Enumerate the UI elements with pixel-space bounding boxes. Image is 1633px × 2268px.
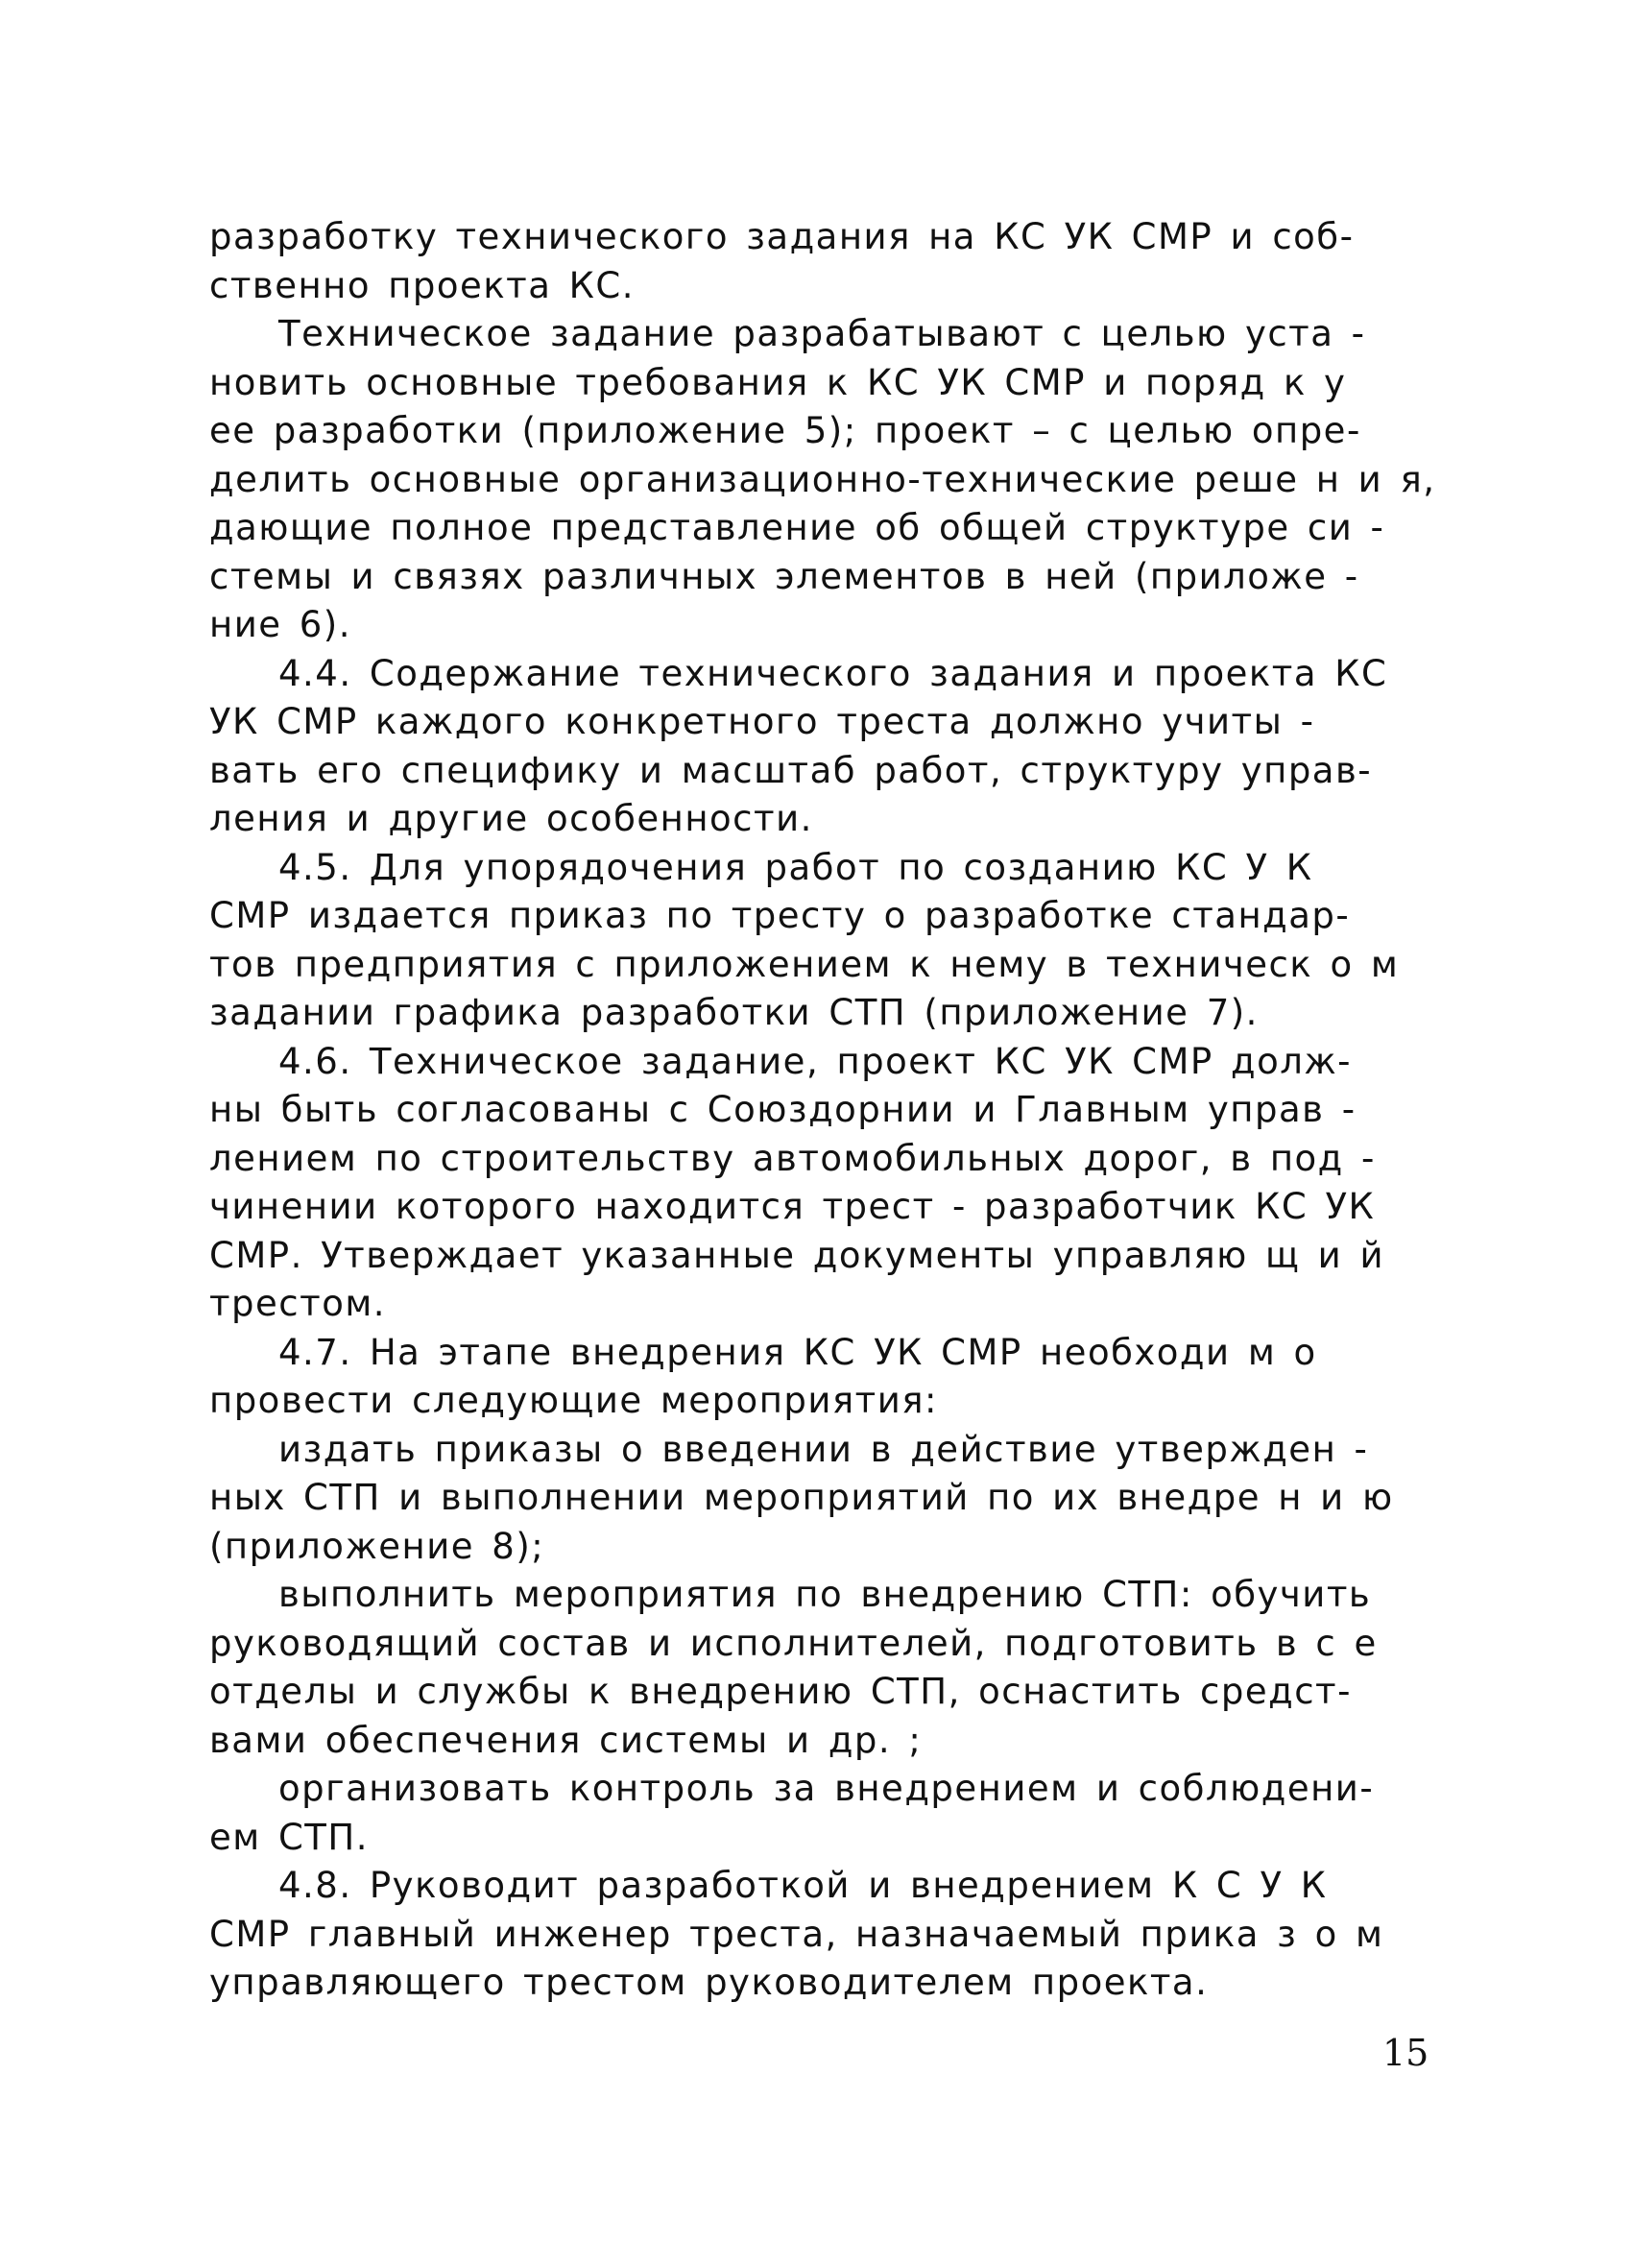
text-line: ственно проекта КС. bbox=[209, 264, 636, 306]
text-line: провести следующие мероприятия: bbox=[209, 1380, 938, 1421]
text-line: организовать контроль за внедрением и соблюдени- bbox=[278, 1768, 1375, 1809]
text-line: лением по строительству автомобильных дорог, в под - bbox=[209, 1137, 1376, 1179]
page-number: 15 bbox=[1382, 2032, 1429, 2074]
text-line: стемы и связях различных элементов в ней (приложе - bbox=[209, 555, 1359, 597]
text-line: вать его специфику и масштаб работ, структуру управ- bbox=[209, 749, 1373, 791]
text-line: СМР. Утверждает указанные документы управляю щ и й bbox=[209, 1234, 1384, 1276]
text-line: тов предприятия с приложением к нему в техническ о м bbox=[209, 943, 1400, 985]
text-line: УК СМР каждого конкретного треста должно учиты - bbox=[209, 701, 1315, 742]
text-line: ем СТП. bbox=[209, 1816, 369, 1858]
text-line: задании графика разработки СТП (приложение 7). bbox=[209, 992, 1259, 1033]
text-line: отделы и службы к внедрению СТП, оснастить средст- bbox=[209, 1671, 1352, 1712]
text-line: делить основные организационно-технические реше н и я, bbox=[209, 458, 1436, 500]
text-line: руководящий состав и исполнителей, подготовить в с е bbox=[209, 1622, 1378, 1664]
text-line: ние 6). bbox=[209, 604, 351, 645]
text-line: ее разработки (приложение 5); проект – с целью опре- bbox=[209, 410, 1361, 451]
text-line: (приложение 8); bbox=[209, 1525, 545, 1567]
text-line: 4.6. Техническое задание, проект КС УК СМР долж- bbox=[278, 1040, 1353, 1082]
text-line: дающие полное представление об общей структуре си - bbox=[209, 507, 1385, 548]
text-line: ны быть согласованы с Союздорнии и Главным управ - bbox=[209, 1089, 1357, 1130]
text-line: ных СТП и выполнении мероприятий по их внедре н и ю bbox=[209, 1477, 1394, 1518]
text-line: СМР издается приказ по тресту о разработке стандар- bbox=[209, 895, 1351, 936]
text-line: издать приказы о введении в действие утвержден - bbox=[278, 1428, 1369, 1470]
text-line: Техническое задание разрабатывают с целью уста - bbox=[278, 313, 1366, 354]
text-line: ления и другие особенности. bbox=[209, 798, 813, 839]
text-line: 4.5. Для упорядочения работ по созданию КС У К bbox=[278, 846, 1313, 888]
text-line: СМР главный инженер треста, назначаемый прика з о м bbox=[209, 1913, 1384, 1955]
text-line: выполнить мероприятия по внедрению СТП: обучить bbox=[278, 1574, 1372, 1615]
text-line: вами обеспечения системы и др. ; bbox=[209, 1719, 923, 1761]
text-line: новить основные требования к КС УК СМР и поряд к у bbox=[209, 361, 1347, 403]
text-line: 4.4. Содержание технического задания и проекта КС bbox=[278, 652, 1388, 694]
text-line: трестом. bbox=[209, 1283, 387, 1324]
text-line: разработку технического задания на КС УК СМР и соб- bbox=[209, 216, 1355, 257]
text-line: чинении которого находится трест - разработчик КС УК bbox=[209, 1186, 1376, 1227]
text-line: 4.7. На этапе внедрения КС УК СМР необходи м о bbox=[278, 1331, 1317, 1373]
body-text bbox=[209, 213, 1448, 2008]
text-line: 4.8. Руководит разработкой и внедрением К С У К bbox=[278, 1865, 1328, 1906]
text-line: управляющего трестом руководителем проекта. bbox=[209, 1962, 1209, 2003]
